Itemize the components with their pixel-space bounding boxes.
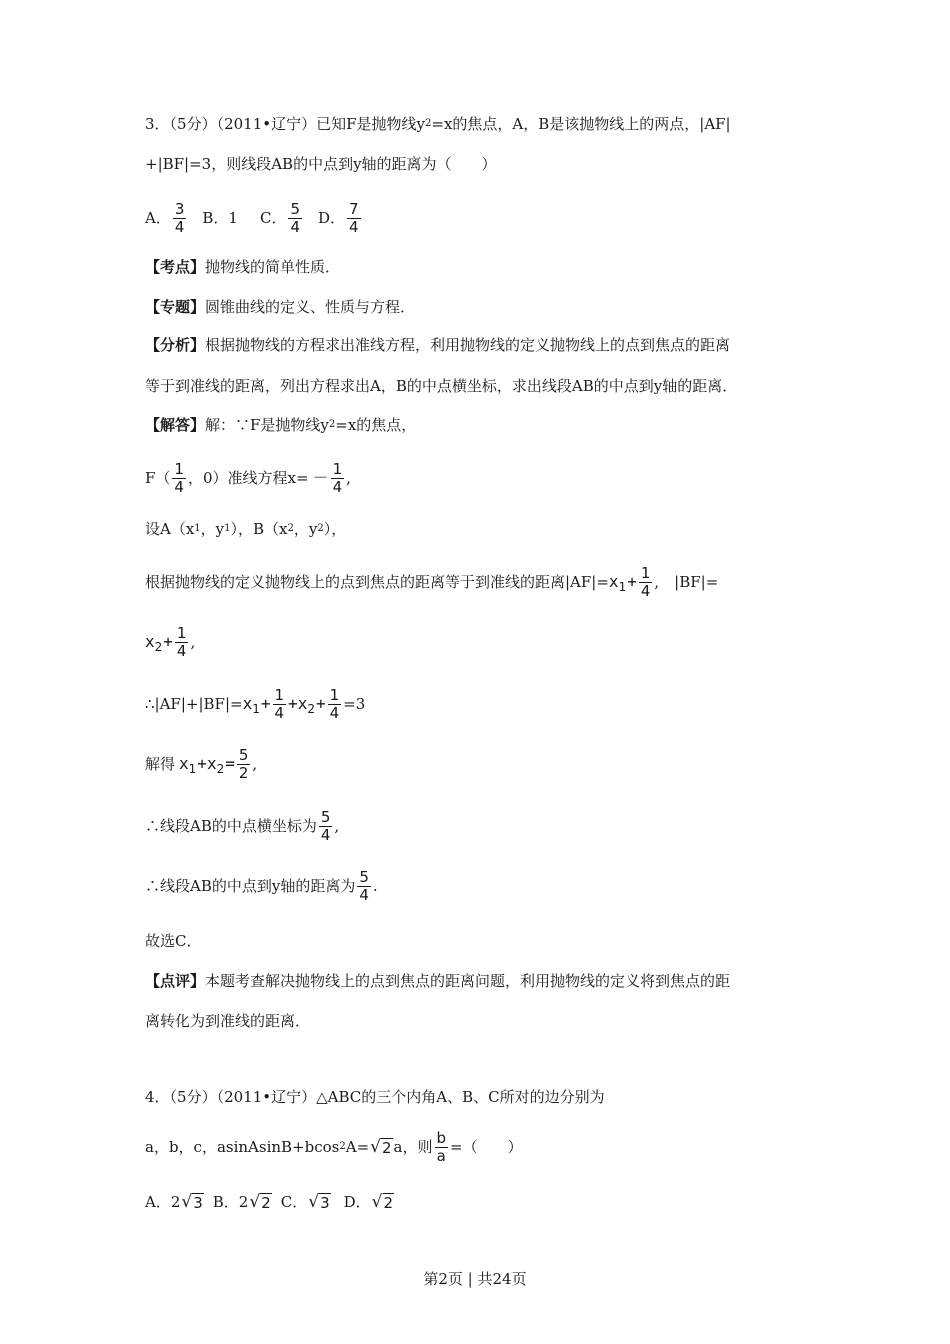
q3-definition-line: 根据抛物线的定义抛物线上的点到焦点的距离等于到准线的距离|AF|= x 1 + $\frac{1}{4}$ , |BF|=: [145, 563, 719, 600]
q3-fenxi-line2: 等于到准线的距离，列出方程求出A，B的中点横坐标，求出线段AB的中点到y轴的距离．: [145, 377, 738, 395]
q4-option-a: A．2: [145, 1193, 181, 1211]
option-c-label: C．: [259, 209, 287, 227]
option-d-label: D．: [318, 209, 346, 227]
solve-fraction: $\frac{5}{2}$: [238, 745, 249, 782]
option-c-fraction: $\frac{5}{4}$: [290, 199, 300, 236]
q3-options: [145, 200, 825, 236]
q4-option-d: D．: [343, 1193, 371, 1211]
sqrt-2: √ 2: [370, 1137, 392, 1157]
q3-zhuanti: 【专题】 圆锥曲线的定义、性质与方程．: [145, 298, 416, 316]
q4-option-c: C．: [280, 1193, 308, 1211]
q3-stem-line2: +|BF|=3，则线段AB的中点到y轴的距离为（ ）: [145, 155, 497, 173]
q3-distance-line: ∴线段AB的中点到y轴的距离为 $\frac{5}{4}$ .: [145, 867, 378, 904]
af-fraction: $\frac{1}{4}$: [640, 563, 651, 600]
q3-bf-expression: x 2 + $\frac{1}{4}$ ,: [145, 623, 196, 660]
q3-sum-equation: ∴|AF|+|BF|= x 1 + $\frac{1}{4}$ + x 2 + $\frac{1}{4}$ =3: [145, 685, 366, 722]
q4-option-c-sqrt: √ 3: [308, 1192, 330, 1212]
q3-solve-line: 解得 x 1 + x 2 = $\frac{5}{2}$ ,: [145, 745, 258, 782]
q3-dianping-line1: 【点评】 本题考查解决抛物线上的点到焦点的距离问题，利用抛物线的定义将到焦点的距: [145, 972, 731, 990]
sum-fraction-1: $\frac{1}{4}$: [274, 685, 285, 722]
bf-fraction: $\frac{1}{4}$: [176, 623, 187, 660]
q3-dianping-line2: 离转化为到准线的距离．: [145, 1012, 311, 1030]
q3-stem-line1: 3．（5分）（2011•辽宁）已知F是抛物线y 2 =x的焦点，A，B是该抛物线上的两点，|AF|: [145, 115, 731, 133]
option-a-label: A．: [145, 209, 171, 227]
q3-set-points: 设A（x 1 ，y 1 ），B（x 2 ，y 2 ），: [145, 520, 347, 538]
q3-jieda-line1: 【解答】 解：∵F是抛物线y 2 =x的焦点，: [145, 416, 417, 434]
q4-option-b-sqrt: √ 2: [249, 1192, 271, 1212]
focus-fraction: $\frac{1}{4}$: [174, 459, 184, 496]
q3-fenxi-line1: 【分析】 根据抛物线的方程求出准线方程，利用抛物线的定义抛物线上的点到焦点的距离: [145, 336, 731, 354]
q4-options: [145, 1188, 825, 1216]
q4-option-d-sqrt: √ 2: [371, 1192, 394, 1212]
sum-fraction-2: $\frac{1}{4}$: [329, 685, 340, 722]
q4-stem-line1: 4．（5分）（2011•辽宁）△ABC的三个内角A、B、C所对的边分别为: [145, 1088, 605, 1106]
q3-midpoint-line: ∴线段AB的中点横坐标为 $\frac{5}{4}$ ,: [145, 807, 340, 844]
q4-stem-line2: a，b，c，asinAsinB+bcos 2 A= √ 2 a，则 $\frac{b}{a}$ =（ ）: [145, 1128, 523, 1165]
q4-option-b: B．2: [212, 1193, 249, 1211]
q3-kaodian: 【考点】 抛物线的简单性质．: [145, 258, 341, 276]
q4-option-a-sqrt: √ 3: [181, 1192, 203, 1212]
q3-focus-line: F（ $\frac{1}{4}$ ，0）准线方程x= － $\frac{1}{4}$ ,: [145, 459, 351, 496]
distance-fraction: $\frac{5}{4}$: [359, 867, 369, 904]
option-d-fraction: $\frac{7}{4}$: [349, 199, 359, 236]
directrix-fraction: $\frac{1}{4}$: [332, 459, 343, 496]
option-b-label: B．1: [202, 209, 238, 227]
option-a-fraction: $\frac{3}{4}$: [174, 199, 185, 236]
b-over-a-fraction: $\frac{b}{a}$: [436, 1128, 447, 1165]
q3-answer: 故选C．: [145, 932, 202, 950]
page-footer: 第2页 | 共24页: [423, 1270, 527, 1288]
midpoint-fraction: $\frac{5}{4}$: [320, 807, 331, 844]
